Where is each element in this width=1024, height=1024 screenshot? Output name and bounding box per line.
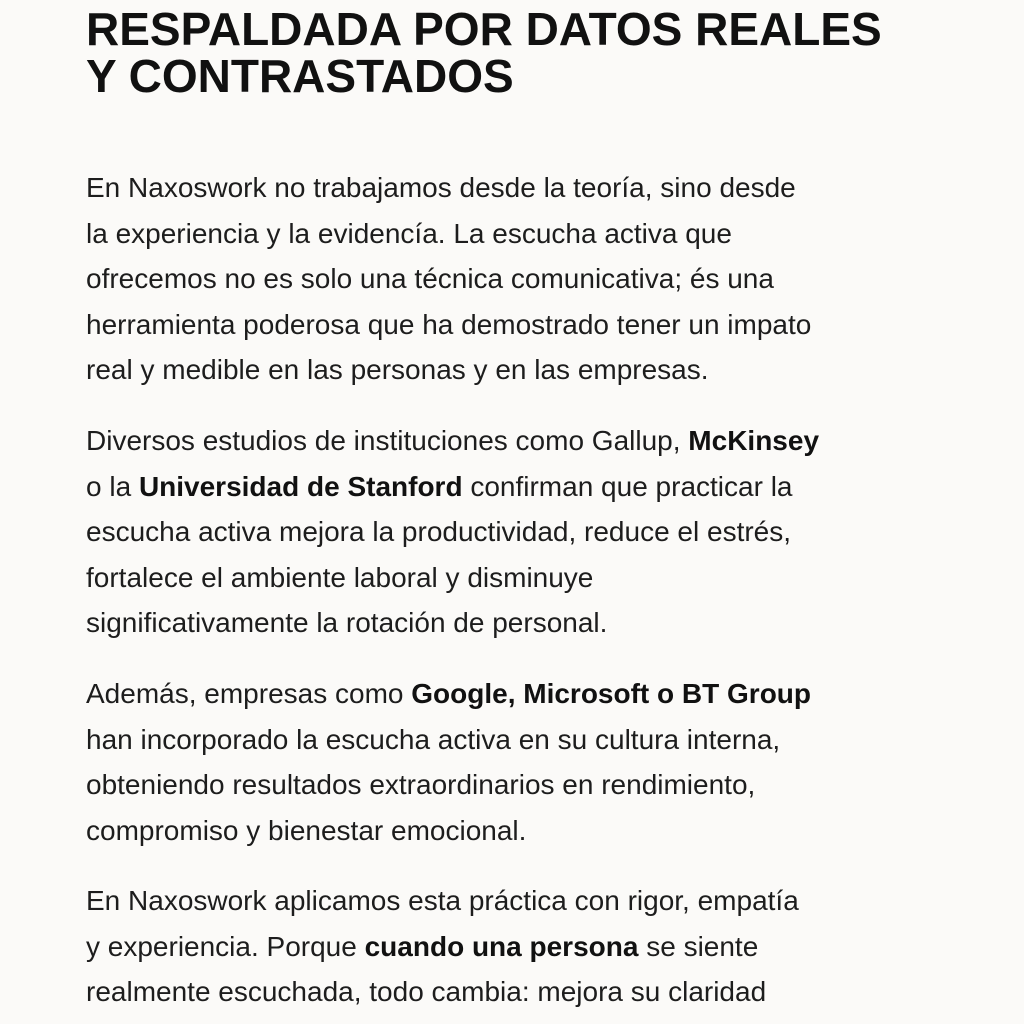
paragraph-line: herramienta poderosa que ha demostrado tener un impato [86, 308, 812, 340]
article-content [86, 0, 976, 1007]
paragraph-line [86, 924, 799, 970]
paragraph-line: fortalece el ambiente laboral y disminuye [86, 561, 594, 593]
paragraph-line: compromiso y bienestar emocional. [86, 814, 527, 846]
paragraph-practice [86, 878, 799, 1015]
section-heading [86, 0, 976, 100]
heading-line-1: RESPALDADA POR DATOS REALES [86, 3, 882, 55]
paragraph-text: Además, empresas como [86, 678, 412, 709]
paragraph-intro [86, 165, 811, 393]
paragraph-text: o la [86, 470, 139, 502]
paragraph-line: obteniendo resultados extraordinarios en rendimiento, [86, 769, 756, 800]
paragraph-text: y experiencia. Porque [86, 930, 365, 962]
paragraph-line: En Naxoswork aplicamos esta práctica con rigor, empatía [86, 885, 799, 916]
paragraph-text: Diversos estudios de instituciones como Gallup, [86, 425, 689, 456]
paragraph-line: escucha activa mejora la productividad, reduce el estrés, [86, 516, 792, 547]
paragraph-line: la experiencia y la evidencía. La escucha activa que [86, 217, 732, 249]
paragraph-text: confirman que practicar la [462, 470, 793, 502]
emphasis-companies: Google, Microsoft o BT Group [411, 678, 812, 709]
paragraph-line: realmente escuchada, todo cambia: mejora su claridad [86, 976, 767, 1007]
paragraph-line: ofrecemos no es solo una técnica comunicativa; és una [86, 263, 774, 294]
paragraph-companies [86, 671, 811, 853]
emphasis-stanford: Universidad de Stanford [138, 470, 463, 502]
paragraph-line [86, 671, 811, 717]
paragraph-line: han incorporado la escucha activa en su cultura interna, [86, 723, 781, 755]
heading-line-2: Y CONTRASTADOS [86, 50, 514, 102]
emphasis-person: cuando una persona [364, 930, 639, 962]
paragraph-line: real y medible en las personas y en las empresas. [86, 354, 709, 385]
emphasis-mckinsey: McKinsey [688, 425, 820, 456]
paragraph-studies [86, 418, 819, 646]
paragraph-line: En Naxoswork no trabajamos desde la teoría, sino desde [86, 172, 796, 203]
paragraph-line [86, 464, 819, 510]
paragraph-line [86, 418, 819, 464]
paragraph-line: significativamente la rotación de personal. [86, 607, 608, 638]
paragraph-text: se siente [638, 930, 759, 962]
